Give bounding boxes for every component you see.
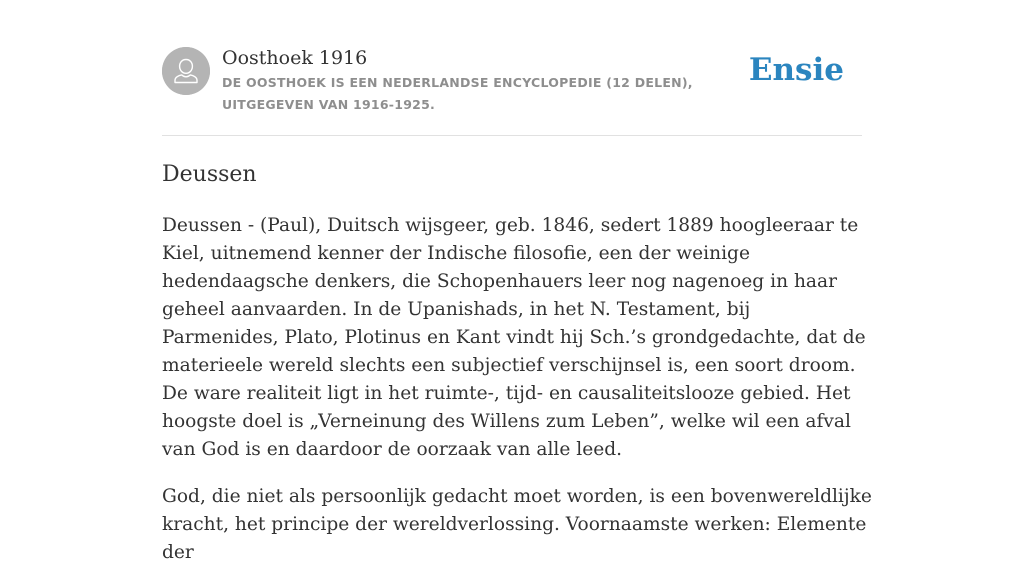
source-description: DE OOSTHOEK IS EEN NEDERLANDSE ENCYCLOPEDIE (12 DELEN), UITGEGEVEN VAN 1916-1925. <box>222 75 693 112</box>
entry-paragraph: God, die niet als persoonlijk gedacht moet worden, is een bovenwereldlijke kracht, het principe der wereldverlossing. Voornaamste werken: Elemente der <box>162 486 872 563</box>
avatar <box>162 47 210 95</box>
header-divider <box>162 135 862 136</box>
entry-title: Deussen <box>162 162 257 187</box>
entry-content <box>162 212 872 586</box>
source-title[interactable]: Oosthoek 1916 <box>222 47 368 69</box>
ensie-logo[interactable]: Ensie <box>748 52 844 88</box>
user-silhouette-icon <box>162 47 210 95</box>
source-header <box>162 46 862 116</box>
entry-paragraph: Deussen - (Paul), Duitsch wijsgeer, geb. 1846, sedert 1889 hoogleeraar te Kiel, uitnemend kenner der Indische filosofie, een der weinige hedendaagsche denkers, die Schopenhauers leer nog nagenoeg in haar geheel aanvaarden. In de Upanishads, in het N. Testament, bij Parmenides, Plato, Plotinus en Kant vindt hij Sch.’s grondgedachte, dat de materieele wereld slechts een subjectief verschijnsel is, een soort droom. De ware realiteit ligt in het ruimte-, tijd- en causaliteitslooze gebied. Het hoogste doel is „Verneinung des Willens zum Leben”, welke wil een afval van God is en daardoor de oorzaak van alle leed. <box>162 215 866 460</box>
